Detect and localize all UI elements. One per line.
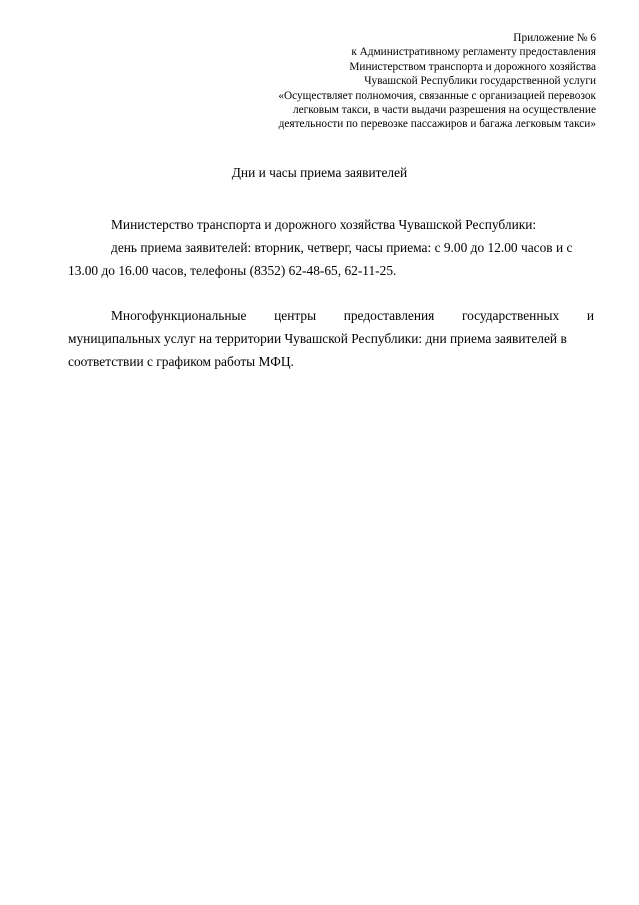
ministry-section	[68, 213, 594, 282]
annex-number: Приложение № 6	[513, 32, 596, 44]
mfc-word: государственных	[461, 308, 560, 323]
mfc-line	[68, 304, 594, 327]
mfc-line: муниципальных услуг на территории Чувашской Республики: дни приема заявителей в	[68, 331, 567, 346]
mfc-word: и	[586, 308, 594, 323]
annex-line: легковым такси, в части выдачи разрешения на осуществление	[292, 104, 596, 117]
annex-line: «Осуществляет полномочия, связанные с организацией перевозок	[278, 89, 596, 102]
ministry-schedule-line: день приема заявителей: вторник, четверг, часы приема: с 9.00 до 12.00 часов и с	[111, 240, 573, 255]
ministry-schedule-line: 13.00 до 16.00 часов, телефоны (8352) 62-48-65, 62-11-25.	[68, 263, 397, 278]
annex-line: к Административному регламенту предоставления	[351, 46, 596, 59]
annex-line: Чувашской Республики государственной услуги	[364, 75, 596, 88]
mfc-word: предоставления	[343, 308, 435, 323]
mfc-word: центры	[274, 308, 317, 323]
document-title: Дни и часы приема заявителей	[231, 165, 408, 180]
annex-header	[176, 31, 596, 132]
ministry-heading: Министерство транспорта и дорожного хозяйства Чувашской Республики:	[111, 217, 537, 232]
mfc-line: соответствии с графиком работы МФЦ.	[68, 354, 294, 369]
annex-line: деятельности по перевозке пассажиров и багажа легковым такси»	[278, 118, 596, 131]
mfc-section	[68, 304, 594, 373]
annex-line: Министерством транспорта и дорожного хозяйства	[349, 60, 596, 73]
mfc-word: Многофункциональные	[111, 308, 247, 323]
